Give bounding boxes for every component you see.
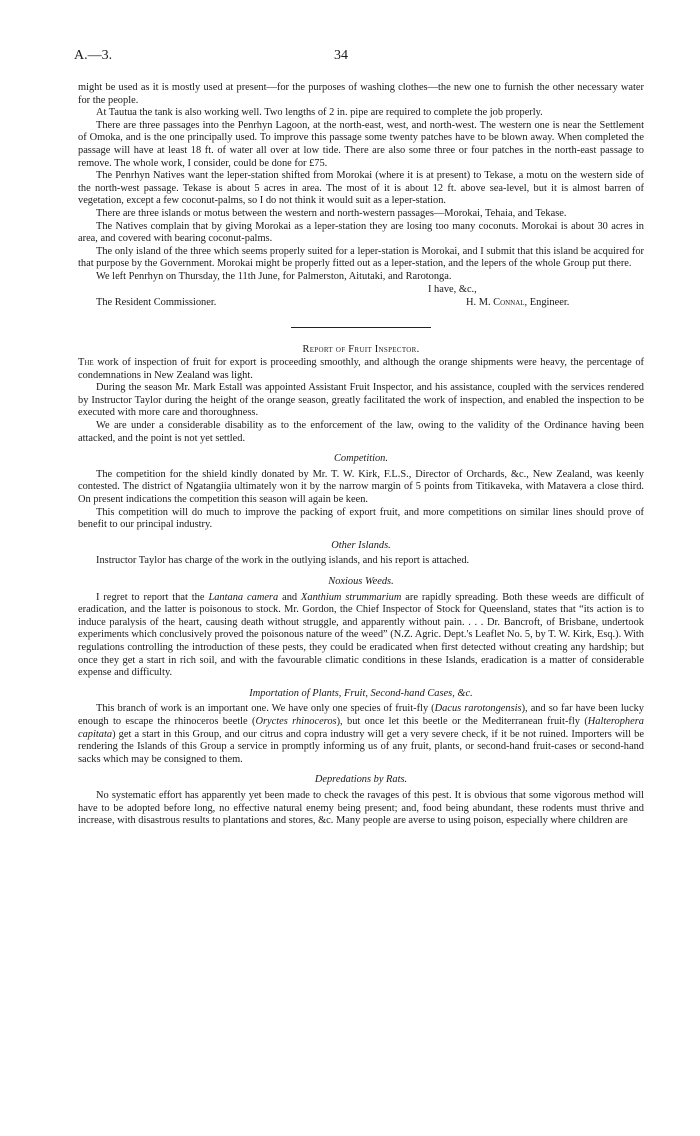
subheading-competition: Competition. bbox=[334, 453, 388, 465]
species-name: Oryctes rhinoceros bbox=[255, 715, 337, 727]
page-header bbox=[74, 48, 644, 70]
document-page bbox=[74, 48, 644, 828]
paragraph: At Tautua the tank is also working well. Two lengths of 2 in. pipe are required to complete the job properly. bbox=[96, 107, 543, 119]
paragraph bbox=[78, 703, 644, 766]
text-run: ), but once let this beetle or the Mediterranean fruit-fly ( bbox=[336, 715, 588, 727]
paragraph: The only island of the three which seems properly suited for a leper-station is Morokai, and I submit that this island be acquired for that purpose by the Government. Morokai might be properly fitted out as a leper-station, and the lepers of the whole Group put there. bbox=[78, 245, 644, 270]
text-run: are rapidly spreading. Both these weeds are difficult of eradication, and the latter is poisonous to stock. Mr. Gordon, the Chief Inspector of Stock for Queensland, states that “its action is to induce paralysis of the heart, causing death without struggle, and apparently without pain. . . . Dr. Bancroft, of Brisbane, undertook experiments which conclusively proved the poisonous nature of the weed” (N.Z. Agric. Dept.'s Leaflet No. 5, by T. W. Kirk, Esq.). With regulations controlling the introduction of these pests, they could be eradicated when first detected without creating any hardship; but once they get a start in rich soil, and with the favourable climatic conditions in these Islands, eradication is a matter of considerable expense and difficulty. bbox=[78, 591, 644, 679]
paragraph: There are three islands or motus between the western and north-western passages—Morokai, Tehaia, and Tekase. bbox=[96, 207, 567, 219]
paragraph: might be used as it is mostly used at present—for the purposes of washing clothes—the new one to furnish the other necessary water for the people. bbox=[78, 82, 644, 106]
page-body bbox=[78, 82, 644, 828]
paragraph: During the season Mr. Mark Estall was appointed Assistant Fruit Inspector, and his assistance, coupled with the services rendered by Instructor Taylor during the height of the orange season, greatly facilitated the work of inspection, and enabled the inspection to be executed with more care and thoroughness. bbox=[78, 382, 644, 419]
subheading-noxious-weeds: Noxious Weeds. bbox=[328, 576, 394, 587]
paragraph bbox=[78, 592, 644, 680]
text-run: ), and so far have been lucky enough to escape the rhinoceros beetle ( bbox=[78, 703, 644, 727]
text-run: ) get a start in this Group, and our citrus and copra industry will get a very severe check, if it be not ruined. Importers will be rendering the Islands of this Group a service in promptly informing us of any fruit, plants, or second-hand fruit-cases or second-hand sacks which may be consigned to them. bbox=[78, 728, 644, 765]
closing-phrase: I have, &c., bbox=[428, 283, 477, 295]
engineer-report-section bbox=[78, 82, 644, 310]
paragraph: No systematic effort has apparently yet been made to check the ravages of this pest. It is obvious that some vigorous method will have to be adopted before long, no effective natural enemy being present; and, food being abundant, these rodents must thrive and increase, with disastrous results to plantations and stores, &c. Many people are averse to using poison, especially where children are bbox=[78, 789, 644, 827]
species-name: Lantana camera bbox=[208, 591, 279, 603]
closing-line bbox=[78, 284, 644, 297]
paragraph: Instructor Taylor has charge of the work in the outlying islands, and his report is attached. bbox=[96, 555, 470, 567]
paragraph bbox=[78, 357, 644, 382]
section-title: Report of Fruit Inspector. bbox=[302, 343, 420, 355]
species-name: Dacus rarotongensis bbox=[434, 703, 522, 715]
signature-title: Engineer. bbox=[529, 296, 570, 308]
paragraph: We are under a considerable disability as to the enforcement of the law, owing to the validity of the Ordinance having been attacked, and the point is not yet settled. bbox=[78, 420, 644, 444]
paragraph: The Penrhyn Natives want the leper-station shifted from Morokai (where it is at present) to Tekase, a motu on the western side of the north-west passage. Tekase is about 5 acres in area. The most of it is about 12 ft. above sea-level, but it is almost barren of vegetation, except a few coconut-palms, so I do not think it would suit as a leper-station. bbox=[78, 170, 644, 207]
subheading-rats: Depredations by Rats. bbox=[314, 774, 408, 786]
subheading-other-islands: Other Islands. bbox=[331, 539, 391, 551]
paragraph: The competition for the shield kindly donated by Mr. T. W. Kirk, F.L.S., Director of Orchards, &c., New Zealand, was keenly contested. The district of Ngatangiia ultimately won it by the narrow margin of 5 points from Titikaveka, with Matavera a close third. On present indications the competition this season will again be keen. bbox=[78, 468, 644, 506]
paragraph-text: work of inspection of fruit for export is proceeding smoothly, and although the orange shipments were heavy, the percentage of condemnations in New Zealand was light. bbox=[78, 357, 644, 381]
page-number: 34 bbox=[334, 48, 348, 63]
section-divider bbox=[291, 327, 431, 328]
paragraph: We left Penrhyn on Thursday, the 11th June, for Palmerston, Aitutaki, and Rarotonga. bbox=[96, 270, 452, 282]
drop-word: The bbox=[78, 357, 94, 369]
signature-line bbox=[78, 297, 644, 310]
document-reference: A.—3. bbox=[74, 48, 113, 63]
text-run: I regret to report that the bbox=[96, 591, 209, 603]
subheading-importation: Importation of Plants, Fruit, Second-hand Cases, &c. bbox=[249, 687, 473, 699]
text-run: This branch of work is an important one. We have only one species of fruit-fly ( bbox=[96, 703, 435, 715]
species-name: Halterophera capitata bbox=[78, 715, 644, 740]
addressee: The Resident Commissioner. bbox=[96, 296, 217, 308]
paragraph: The Natives complain that by giving Morokai as a leper-station they are losing too many coconuts. Morokai is about 30 acres in area, and covered with bearing coconut-palms. bbox=[78, 220, 644, 245]
text-run: and bbox=[278, 591, 302, 603]
species-name: Xanthium strummarium bbox=[301, 591, 402, 603]
fruit-inspector-report-section bbox=[78, 344, 644, 828]
paragraph: This competition will do much to improve the packing of export fruit, and more competitions on similar lines should prove of benefit to our principal industry. bbox=[78, 506, 644, 531]
paragraph: There are three passages into the Penrhyn Lagoon, at the north-east, west, and north-west. The western one is near the Settlement of Omoka, and is the one principally used. To improve this passage some twenty patches have to be blown away. When completed the passage will have at least 18 ft. of water all over at low tide. There are also some three or four patches in the north-east passage to remove. The whole work, I consider, could be done for £75. bbox=[78, 119, 644, 169]
signature-name: H. M. Connal, bbox=[466, 296, 528, 308]
